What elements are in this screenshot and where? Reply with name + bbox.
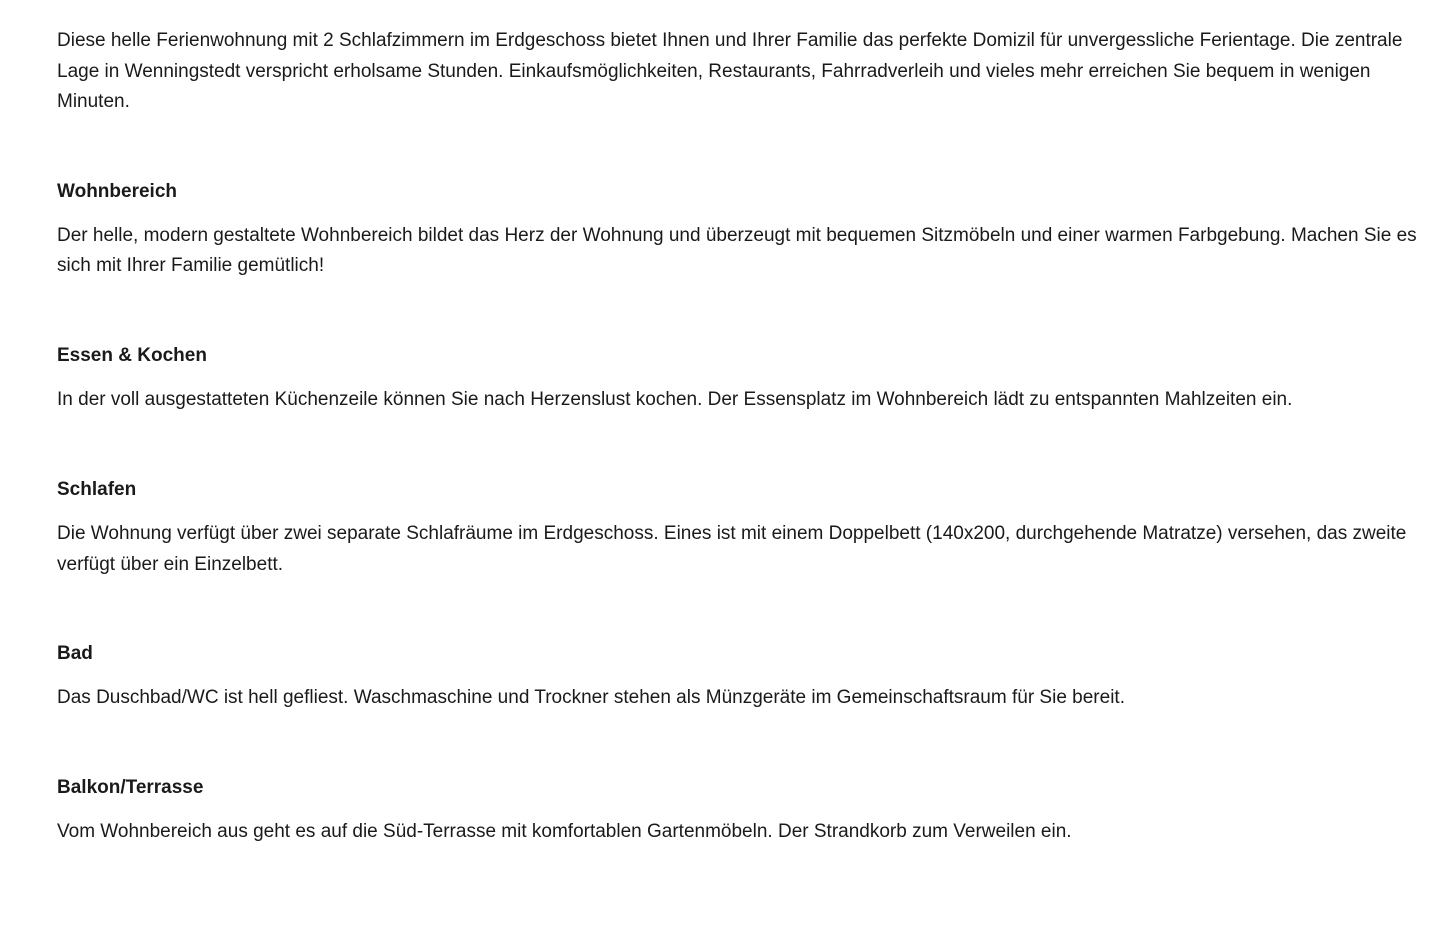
section-heading: Essen & Kochen	[57, 344, 207, 366]
section-essen-kochen	[57, 341, 1417, 416]
section-bad	[57, 639, 1417, 714]
section-heading: Balkon/Terrasse	[57, 776, 204, 798]
section-heading: Schlafen	[57, 479, 137, 500]
document-body	[57, 26, 1417, 847]
section-wohnbereich	[57, 177, 1417, 282]
section-balkon-terrasse	[57, 773, 1417, 848]
section-heading: Wohnbereich	[57, 180, 177, 202]
section-text: Die Wohnung verfügt über zwei separate Schlafräume im Erdgeschoss. Eines ist mit einem Doppelbett (140x200, durchgehende Matratze) versehen, das zweite verfügt über ein Einzelbett.	[57, 523, 1407, 575]
intro-paragraph: Diese helle Ferienwohnung mit 2 Schlafzimmern im Erdgeschoss bietet Ihnen und Ihrer Familie das perfekte Domizil für unvergessliche Ferientage. Die zentrale Lage in Wenningstedt verspricht erholsame Stunden. Einkaufsmöglichkeiten, Restaurants, Fahrradverleih und vieles mehr erreichen Sie bequem in wenigen Minuten.	[57, 30, 1403, 112]
section-text: Der helle, modern gestaltete Wohnbereich bildet das Herz der Wohnung und überzeugt mit bequemen Sitzmöbeln und einer warmen Farbgebung. Machen Sie es sich mit Ihrer Familie gemütlich!	[57, 224, 1417, 276]
section-schlafen	[57, 475, 1417, 580]
section-text: Das Duschbad/WC ist hell gefliest. Waschmaschine und Trockner stehen als Münzgeräte im Gemeinschaftsraum für Sie bereit.	[57, 687, 1125, 708]
section-text: In der voll ausgestatteten Küchenzeile können Sie nach Herzenslust kochen. Der Essensplatz im Wohnbereich lädt zu entspannten Mahlzeiten ein.	[57, 388, 1293, 410]
section-heading: Bad	[57, 643, 93, 664]
section-text: Vom Wohnbereich aus geht es auf die Süd-Terrasse mit komfortablen Gartenmöbeln. Der Strandkorb zum Verweilen ein.	[57, 820, 1072, 842]
